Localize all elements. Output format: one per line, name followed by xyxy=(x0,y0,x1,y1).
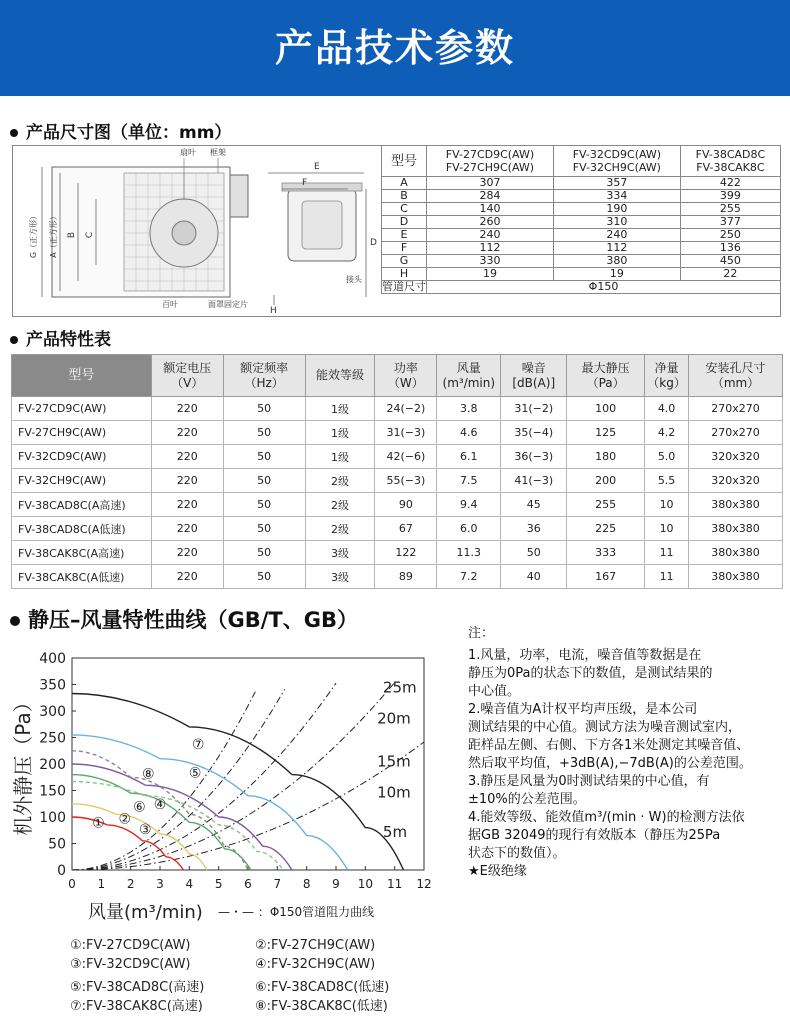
dimension-rows xyxy=(382,177,781,281)
legend-item: ⑧:FV-38CAK8C(低速) xyxy=(255,999,388,1014)
dimension-value: 240 xyxy=(553,229,680,242)
spec-cell: 380x380 xyxy=(689,541,783,565)
dimension-row-g xyxy=(382,255,781,268)
x-tick-label: 0 xyxy=(68,877,76,891)
spec-cell: 31(−2) xyxy=(501,397,567,421)
spec-table xyxy=(11,354,783,589)
spec-header-cell: 能效等级 xyxy=(305,355,375,397)
x-tick-label: 4 xyxy=(185,877,194,891)
note-line: 2.噪音值为A计权平均声压级，是本公司 xyxy=(468,702,698,717)
dimension-row-d xyxy=(382,216,781,229)
duct-legend-label: —・— ：Φ150管道阻力曲线 xyxy=(218,905,375,919)
note-line: 1.风量，功率，电流，噪音值等数据是在 xyxy=(468,648,702,663)
y-tick-label: 300 xyxy=(39,704,66,720)
spec-cell: 220 xyxy=(151,397,223,421)
spec-cell: 50 xyxy=(223,421,305,445)
x-tick-label: 7 xyxy=(273,877,282,891)
spec-cell: 10 xyxy=(645,493,689,517)
x-tick-label: 1 xyxy=(97,877,106,891)
label-h: H xyxy=(270,306,277,316)
spec-cell: 7.2 xyxy=(437,565,501,589)
spec-cell: FV-27CD9C(AW) xyxy=(12,397,152,421)
legend-item: ②:FV-27CH9C(AW) xyxy=(255,938,376,953)
curve-heading-text: 静压–风量特性曲线（GB/T、GB） xyxy=(28,608,358,632)
dimension-value: 136 xyxy=(680,242,780,255)
y-tick-label: 350 xyxy=(39,677,66,694)
spec-cell: 42(−6) xyxy=(375,445,437,469)
spec-cell: 225 xyxy=(567,517,645,541)
dimension-letter: B xyxy=(382,190,427,203)
dimension-value: 250 xyxy=(680,229,780,242)
dimension-heading-text: 产品尺寸图（单位：mm） xyxy=(26,123,232,143)
spec-header-cell: 最大静压 （Pa） xyxy=(567,355,645,397)
dimension-value: 190 xyxy=(553,203,680,216)
dimension-value: 310 xyxy=(553,216,680,229)
dimension-value: 380 xyxy=(553,255,680,268)
x-tick-label: 11 xyxy=(387,877,403,891)
curve-number-label: ⑧ xyxy=(141,766,155,783)
spec-cell: 36 xyxy=(501,517,567,541)
spec-cell: 4.6 xyxy=(437,421,501,445)
pq-chart xyxy=(0,640,460,930)
spec-cell: 11 xyxy=(645,565,689,589)
y-tick-label: 50 xyxy=(48,836,66,853)
duct-curve xyxy=(72,683,395,871)
dimension-value: 399 xyxy=(680,190,780,203)
spec-row xyxy=(12,517,783,541)
dimension-letter: D xyxy=(382,216,427,229)
dimension-value: 240 xyxy=(427,229,554,242)
spec-header-cell: 额定频率 （Hz） xyxy=(223,355,305,397)
dimension-value: 357 xyxy=(553,177,680,190)
y-tick-label: 0 xyxy=(57,863,66,879)
model-cell-27: FV-27CD9C(AW) FV-27CH9C(AW) xyxy=(427,146,554,177)
spec-cell: 6.0 xyxy=(437,517,501,541)
spec-row xyxy=(12,397,783,421)
model-header-cell: 型号 xyxy=(382,146,427,177)
fan-hub xyxy=(172,221,196,245)
spec-cell: 50 xyxy=(223,493,305,517)
dimension-row-c xyxy=(382,203,781,216)
bullet-icon xyxy=(10,336,18,344)
curve-number-label: ① xyxy=(92,815,105,832)
page-title: 产品技术参数 xyxy=(274,26,515,70)
spec-cell: FV-38CAK8C(A高速) xyxy=(12,541,152,565)
spec-cell: 4.2 xyxy=(645,421,689,445)
note-line: 静压为0Pa的状态下的数值，是测试结果的 xyxy=(468,666,713,681)
curve-number-label: ③ xyxy=(139,821,152,838)
x-tick-label: 2 xyxy=(126,877,135,891)
duct-curve-label: 10m xyxy=(377,783,411,802)
dimension-value: 450 xyxy=(680,255,780,268)
dimension-value: 422 xyxy=(680,177,780,190)
y-tick-label: 250 xyxy=(39,730,66,747)
spec-cell: 3级 xyxy=(305,541,375,565)
spec-cell: 67 xyxy=(375,517,437,541)
spec-cell: 50 xyxy=(223,541,305,565)
x-tick-label: 3 xyxy=(156,877,164,891)
side-view-flange xyxy=(282,183,362,191)
spec-cell: 380x380 xyxy=(689,517,783,541)
spec-cell: 50 xyxy=(223,469,305,493)
x-tick-label: 8 xyxy=(302,877,311,891)
spec-cell: 5.5 xyxy=(645,469,689,493)
spec-cell: 45 xyxy=(501,493,567,517)
spec-cell: 3级 xyxy=(305,565,375,589)
dimension-row-h xyxy=(382,268,781,281)
note-line: 4.能效等级、能效值m³/(min · W)的检测方法依 xyxy=(468,810,745,825)
spec-cell: 270x270 xyxy=(689,421,783,445)
legend-item: ⑦:FV-38CAK8C(高速) xyxy=(70,999,203,1014)
notes-title: 注： xyxy=(468,626,495,641)
spec-table-header xyxy=(12,355,783,397)
spec-table-body xyxy=(12,397,783,589)
spec-cell: 122 xyxy=(375,541,437,565)
spec-cell: 50 xyxy=(501,541,567,565)
spec-row xyxy=(12,541,783,565)
duct-curve-label: 20m xyxy=(377,709,411,728)
spec-cell: FV-32CD9C(AW) xyxy=(12,445,152,469)
spec-cell: 380x380 xyxy=(689,493,783,517)
spec-cell: 220 xyxy=(151,517,223,541)
spec-row xyxy=(12,565,783,589)
spec-cell: 50 xyxy=(223,517,305,541)
note-line: 状态下的数值）。 xyxy=(468,846,566,861)
spec-cell: 41(−3) xyxy=(501,469,567,493)
y-tick-label: 150 xyxy=(39,783,66,800)
label-e: E xyxy=(314,162,320,172)
y-tick-label: 200 xyxy=(39,757,66,773)
spec-cell: 167 xyxy=(567,565,645,589)
dimension-value: 260 xyxy=(427,216,554,229)
spec-cell: 24(−2) xyxy=(375,397,437,421)
side-view-outlet xyxy=(302,201,342,249)
spec-cell: 50 xyxy=(223,565,305,589)
curve-number-label: ⑦ xyxy=(191,737,205,754)
spec-cell: FV-32CH9C(AW) xyxy=(12,469,152,493)
spec-cell: 7.5 xyxy=(437,469,501,493)
spec-cell: 220 xyxy=(151,469,223,493)
x-tick-label: 5 xyxy=(214,877,223,891)
spec-row xyxy=(12,445,783,469)
dimension-row-b xyxy=(382,190,781,203)
spec-cell: 1级 xyxy=(305,445,375,469)
spec-header-cell: 型号 xyxy=(12,355,152,397)
spec-header-cell: 额定电压 （V） xyxy=(151,355,223,397)
dimension-value: 377 xyxy=(680,216,780,229)
dimension-letter: H xyxy=(382,268,427,281)
spec-cell: 89 xyxy=(375,565,437,589)
spec-cell: 255 xyxy=(567,493,645,517)
dimension-value: 330 xyxy=(427,255,554,268)
model-cell-32: FV-32CD9C(AW) FV-32CH9C(AW) xyxy=(553,146,680,177)
legend-item: ⑤:FV-38CAD8C(高速) xyxy=(70,980,205,995)
duct-curve xyxy=(72,742,424,870)
notes-lines xyxy=(468,647,786,881)
dimension-value: 112 xyxy=(427,242,554,255)
spec-cell: 220 xyxy=(151,445,223,469)
dimension-heading xyxy=(10,118,231,143)
duct-value: Φ150 xyxy=(427,281,781,294)
spec-cell: 1级 xyxy=(305,397,375,421)
note-line: 3.静压是风量为0时测试结果的中心值，有 xyxy=(468,774,710,789)
spec-cell: 125 xyxy=(567,421,645,445)
spec-cell: 200 xyxy=(567,469,645,493)
spec-heading xyxy=(10,325,111,350)
spec-cell: 5.0 xyxy=(645,445,689,469)
spec-cell: 380x380 xyxy=(689,565,783,589)
dimension-letter: A xyxy=(382,177,427,190)
dimension-drawing xyxy=(12,145,381,317)
duct-curve xyxy=(72,683,336,870)
spec-cell: 333 xyxy=(567,541,645,565)
spec-row xyxy=(12,493,783,517)
spec-cell: 2级 xyxy=(305,493,375,517)
spec-cell: 9.4 xyxy=(437,493,501,517)
dimension-value: 22 xyxy=(680,268,780,281)
dimension-value: 334 xyxy=(553,190,680,203)
note-line: 测试结果的中心值。测试方法为噪音测试室内， xyxy=(468,720,742,735)
legend-item: ⑥:FV-38CAD8C(低速) xyxy=(255,980,390,995)
duct-label: 管道尺寸 xyxy=(382,280,426,293)
spec-cell: 320x320 xyxy=(689,469,783,493)
spec-cell: 320x320 xyxy=(689,445,783,469)
duct-row xyxy=(382,281,781,294)
label-c: C xyxy=(85,231,95,239)
legend-item: ③:FV-32CD9C(AW) xyxy=(70,957,191,972)
spec-header-cell: 安装孔尺寸 （mm） xyxy=(689,355,783,397)
curve-number-label: ⑥ xyxy=(133,799,146,816)
dimension-table xyxy=(381,145,781,294)
label-g: G（正方形） xyxy=(29,211,38,259)
legend-item: ④:FV-32CH9C(AW) xyxy=(255,957,376,972)
spec-cell: FV-38CAD8C(A高速) xyxy=(12,493,152,517)
dimension-value: 112 xyxy=(553,242,680,255)
fan-curve xyxy=(72,694,404,871)
note-line: ±10%的公差范围。 xyxy=(468,792,586,807)
label-b: B xyxy=(67,231,77,239)
note-line: 中心值。 xyxy=(468,684,521,699)
duct-curve-label: 15m xyxy=(377,752,411,771)
y-tick-label: 100 xyxy=(39,810,66,826)
spec-cell: 1级 xyxy=(305,421,375,445)
spec-cell: 220 xyxy=(151,565,223,589)
model-cell-38: FV-38CAD8C FV-38CAK8C xyxy=(680,146,780,177)
spec-cell: FV-38CAD8C(A低速) xyxy=(12,517,152,541)
spec-cell: 3.8 xyxy=(437,397,501,421)
spec-header-cell: 风量 (m³/min) xyxy=(437,355,501,397)
label-d: D xyxy=(370,238,377,248)
label-shutter: 百叶 xyxy=(162,300,178,309)
spec-cell: 50 xyxy=(223,445,305,469)
bullet-icon xyxy=(10,616,20,626)
spec-header-cell: 噪音 [dB(A)] xyxy=(501,355,567,397)
dimension-letter: F xyxy=(382,242,427,255)
spec-row xyxy=(12,469,783,493)
curve-number-label: ⑤ xyxy=(188,765,202,782)
duct-curve-label: 5m xyxy=(382,823,408,842)
spec-heading-text: 产品特性表 xyxy=(26,330,111,350)
label-cover-clip: 面罩固定片 xyxy=(208,300,248,309)
dimension-row-f xyxy=(382,242,781,255)
spec-row xyxy=(12,421,783,445)
spec-cell: 36(−3) xyxy=(501,445,567,469)
x-tick-label: 6 xyxy=(244,877,252,891)
label-connector: 接头 xyxy=(346,275,362,284)
spec-cell: 40 xyxy=(501,565,567,589)
notes-block xyxy=(468,625,786,881)
spec-cell: 220 xyxy=(151,541,223,565)
dimension-row-e xyxy=(382,229,781,242)
spec-cell: FV-27CH9C(AW) xyxy=(12,421,152,445)
spec-cell: 11 xyxy=(645,541,689,565)
spec-cell: 11.3 xyxy=(437,541,501,565)
spec-cell: 2级 xyxy=(305,517,375,541)
spec-cell: 55(−3) xyxy=(375,469,437,493)
label-frame: 框架 xyxy=(210,148,226,157)
dimension-letter: C xyxy=(382,203,427,216)
label-f: F xyxy=(302,178,308,188)
curve-number-label: ② xyxy=(118,811,132,828)
fan-curve xyxy=(72,735,348,870)
spec-cell: 6.1 xyxy=(437,445,501,469)
spec-cell: FV-38CAK8C(A低速) xyxy=(12,565,152,589)
duct-outlet xyxy=(230,175,248,217)
spec-cell: 31(−3) xyxy=(375,421,437,445)
y-tick-label: 400 xyxy=(39,651,66,667)
spec-cell: 10 xyxy=(645,517,689,541)
dimension-value: 284 xyxy=(427,190,554,203)
curve-heading xyxy=(10,604,358,634)
dimension-value: 140 xyxy=(427,203,554,216)
dimension-value: 307 xyxy=(427,177,554,190)
x-tick-label: 10 xyxy=(357,877,373,891)
legend-item: ①:FV-27CD9C(AW) xyxy=(70,938,191,953)
dimension-letter: E xyxy=(382,229,427,242)
note-line: ★E级绝缘 xyxy=(468,864,527,879)
spec-cell: 220 xyxy=(151,421,223,445)
spec-cell: 50 xyxy=(223,397,305,421)
x-axis-label: 风量(m³/min) xyxy=(88,902,203,923)
x-tick-label: 12 xyxy=(416,877,432,891)
note-line: 距样品左侧、右侧、下方各1米处测定其噪音值、 xyxy=(468,738,750,753)
label-a: A（正方形） xyxy=(49,212,58,258)
spec-cell: 4.0 xyxy=(645,397,689,421)
spec-cell: 2级 xyxy=(305,469,375,493)
dimension-value: 19 xyxy=(553,268,680,281)
curve-number-label: ④ xyxy=(153,797,167,814)
label-impeller: 扇叶 xyxy=(180,148,196,157)
dimension-row-a xyxy=(382,177,781,190)
dimension-table-header xyxy=(382,146,781,177)
note-line: 据GB 32049的现行有效版本（静压为25Pa xyxy=(468,828,721,843)
spec-header-cell: 净量 （kg） xyxy=(645,355,689,397)
duct-curve-label: 25m xyxy=(382,678,417,697)
bullet-icon xyxy=(10,129,18,137)
spec-cell: 180 xyxy=(567,445,645,469)
spec-cell: 35(−4) xyxy=(501,421,567,445)
y-axis-label: 机外静压（Pa） xyxy=(11,692,35,836)
note-line: 然后取平均值，+3dB(A),−7dB(A)的公差范围。 xyxy=(468,756,752,771)
spec-header-cell: 功率 （W） xyxy=(375,355,437,397)
spec-cell: 270x270 xyxy=(689,397,783,421)
dimension-value: 19 xyxy=(427,268,554,281)
dimension-value: 255 xyxy=(680,203,780,216)
spec-cell: 220 xyxy=(151,493,223,517)
x-tick-label: 9 xyxy=(332,877,340,891)
spec-cell: 90 xyxy=(375,493,437,517)
spec-cell: 100 xyxy=(567,397,645,421)
dimension-letter: G xyxy=(382,255,427,268)
